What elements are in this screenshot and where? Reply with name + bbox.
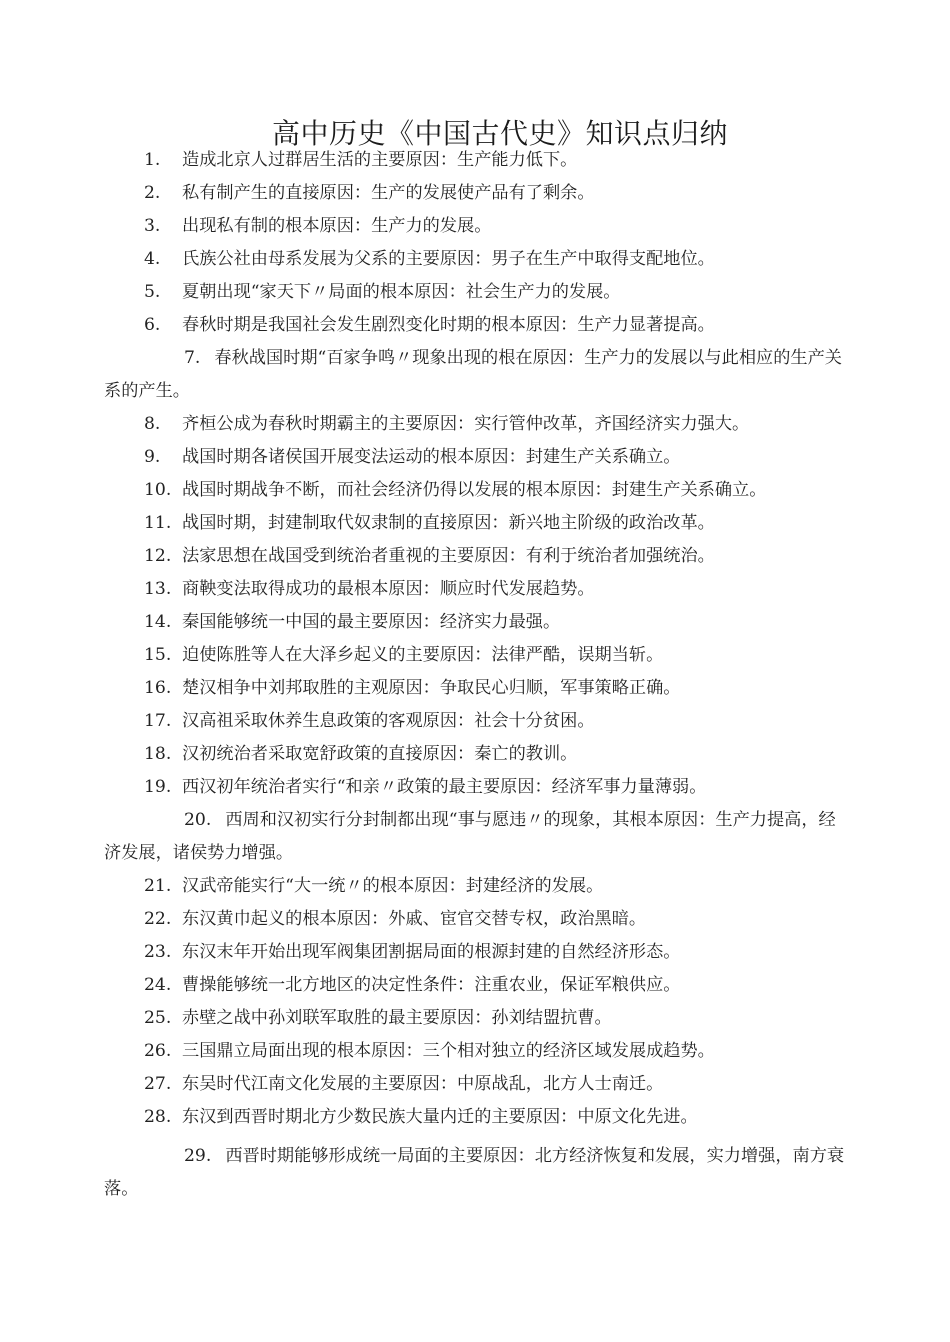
item-number: 3. xyxy=(144,216,161,236)
item-number: 22. xyxy=(144,909,172,929)
item-text: 东汉到西晋时期北方少数民族大量内迁的主要原因：中原文化先进。 xyxy=(182,1107,698,1127)
item-number: 7. xyxy=(184,348,201,368)
list-item xyxy=(104,936,849,969)
item-number: 28. xyxy=(144,1107,172,1127)
item-number: 24. xyxy=(144,975,172,995)
list-item xyxy=(104,342,849,408)
item-number: 19. xyxy=(144,777,172,797)
item-number: 25. xyxy=(144,1008,172,1028)
item-text: 楚汉相争中刘邦取胜的主观原因：争取民心归顺，军事策略正确。 xyxy=(182,678,681,698)
item-text: 东汉末年开始出现军阀集团割据局面的根源封建的自然经济形态。 xyxy=(182,942,681,962)
item-number: 8. xyxy=(144,414,161,434)
list-item xyxy=(104,573,849,606)
item-number: 27. xyxy=(144,1074,172,1094)
list-item xyxy=(104,969,849,1002)
item-text: 曹操能够统一北方地区的决定性条件：注重农业，保证军粮供应。 xyxy=(182,975,681,995)
item-number: 16. xyxy=(144,678,172,698)
list-item xyxy=(104,1035,849,1068)
item-number: 10. xyxy=(144,480,172,500)
list-item xyxy=(104,408,849,441)
list-item xyxy=(104,144,849,177)
item-number: 20. xyxy=(184,810,212,830)
item-number: 9. xyxy=(144,447,161,467)
list-item xyxy=(104,210,849,243)
item-text: 出现私有制的根本原因：生产力的发展。 xyxy=(182,216,492,236)
list-item xyxy=(104,1068,849,1101)
item-number: 17. xyxy=(144,711,172,731)
item-text: 汉初统治者采取宽舒政策的直接原因：秦亡的教训。 xyxy=(182,744,578,764)
item-number: 12. xyxy=(144,546,172,566)
item-number: 21. xyxy=(144,876,172,896)
item-number: 5. xyxy=(144,282,161,302)
item-text: 赤壁之战中孙刘联军取胜的最主要原因：孙刘结盟抗曹。 xyxy=(182,1008,612,1028)
list-item xyxy=(104,903,849,936)
item-text: 战国时期，封建制取代奴隶制的直接原因：新兴地主阶级的政治改革。 xyxy=(182,513,715,533)
list-item xyxy=(104,1101,849,1134)
list-item xyxy=(104,705,849,738)
list-item xyxy=(104,606,849,639)
list-item xyxy=(104,540,849,573)
item-text: 东汉黄巾起义的根本原因：外戚、宦官交替专权，政治黑暗。 xyxy=(182,909,647,929)
list-item xyxy=(104,1140,849,1206)
item-text: 东吴时代江南文化发展的主要原因：中原战乱，北方人士南迁。 xyxy=(182,1074,664,1094)
list-item xyxy=(104,474,849,507)
list-item xyxy=(104,804,849,870)
item-number: 11. xyxy=(144,513,172,533)
item-number: 4. xyxy=(144,249,161,269)
item-text: 私有制产生的直接原因：生产的发展使产品有了剩余。 xyxy=(182,183,595,203)
item-text: 西周和汉初实行分封制都出现“事与愿违〃的现象，其根本原因：生产力提高，经济发展，诸侯势力增强。 xyxy=(104,810,836,863)
list-item xyxy=(104,738,849,771)
item-text: 夏朝出现“家天下〃局面的根本原因：社会生产力的发展。 xyxy=(182,282,621,302)
list-item xyxy=(104,672,849,705)
list-item xyxy=(104,639,849,672)
list-item xyxy=(104,309,849,342)
item-text: 春秋战国时期“百家争鸣〃现象出现的根在原因：生产力的发展以与此相应的生产关系的产生。 xyxy=(104,348,842,401)
item-number: 1. xyxy=(144,150,161,170)
item-text: 秦国能够统一中国的最主要原因：经济实力最强。 xyxy=(182,612,561,632)
item-text: 三国鼎立局面出现的根本原因：三个相对独立的经济区域发展成趋势。 xyxy=(182,1041,715,1061)
item-number: 14. xyxy=(144,612,172,632)
list-item xyxy=(104,276,849,309)
list-item xyxy=(104,177,849,210)
item-text: 汉武帝能实行“大一统〃的根本原因：封建经济的发展。 xyxy=(182,876,604,896)
item-number: 29. xyxy=(184,1146,212,1166)
item-text: 汉高祖采取休养生息政策的客观原因：社会十分贫困。 xyxy=(182,711,595,731)
point-list xyxy=(104,144,849,1206)
item-number: 15. xyxy=(144,645,172,665)
list-item xyxy=(104,870,849,903)
item-text: 氏族公社由母系发展为父系的主要原因：男子在生产中取得支配地位。 xyxy=(182,249,715,269)
item-text: 战国时期各诸侯国开展变法运动的根本原因：封建生产关系确立。 xyxy=(182,447,681,467)
item-number: 23. xyxy=(144,942,172,962)
item-number: 13. xyxy=(144,579,172,599)
item-text: 春秋时期是我国社会发生剧烈变化时期的根本原因：生产力显著提高。 xyxy=(182,315,715,335)
document-title: 高中历史《中国古代史》知识点归纳 xyxy=(271,117,728,150)
list-item xyxy=(104,507,849,540)
list-item xyxy=(104,441,849,474)
item-number: 2. xyxy=(144,183,161,203)
item-text: 战国时期战争不断，而社会经济仍得以发展的根本原因：封建生产关系确立。 xyxy=(182,480,767,500)
list-item xyxy=(104,243,849,276)
item-number: 26. xyxy=(144,1041,172,1061)
item-number: 6. xyxy=(144,315,161,335)
list-item xyxy=(104,1002,849,1035)
item-text: 法家思想在战国受到统治者重视的主要原因：有利于统治者加强统治。 xyxy=(182,546,715,566)
list-item xyxy=(104,771,849,804)
item-number: 18. xyxy=(144,744,172,764)
item-text: 西汉初年统治者实行“和亲〃政策的最主要原因：经济军事力量薄弱。 xyxy=(182,777,707,797)
item-text: 迫使陈胜等人在大泽乡起义的主要原因：法律严酷，误期当斩。 xyxy=(182,645,664,665)
item-text: 西晋时期能够形成统一局面的主要原因：北方经济恢复和发展，实力增强，南方衰落。 xyxy=(104,1146,845,1199)
item-text: 齐桓公成为春秋时期霸主的主要原因：实行管仲改革，齐国经济实力强大。 xyxy=(182,414,750,434)
item-text: 造成北京人过群居生活的主要原因：生产能力低下。 xyxy=(182,150,578,170)
item-text: 商鞅变法取得成功的最根本原因：顺应时代发展趋势。 xyxy=(182,579,595,599)
